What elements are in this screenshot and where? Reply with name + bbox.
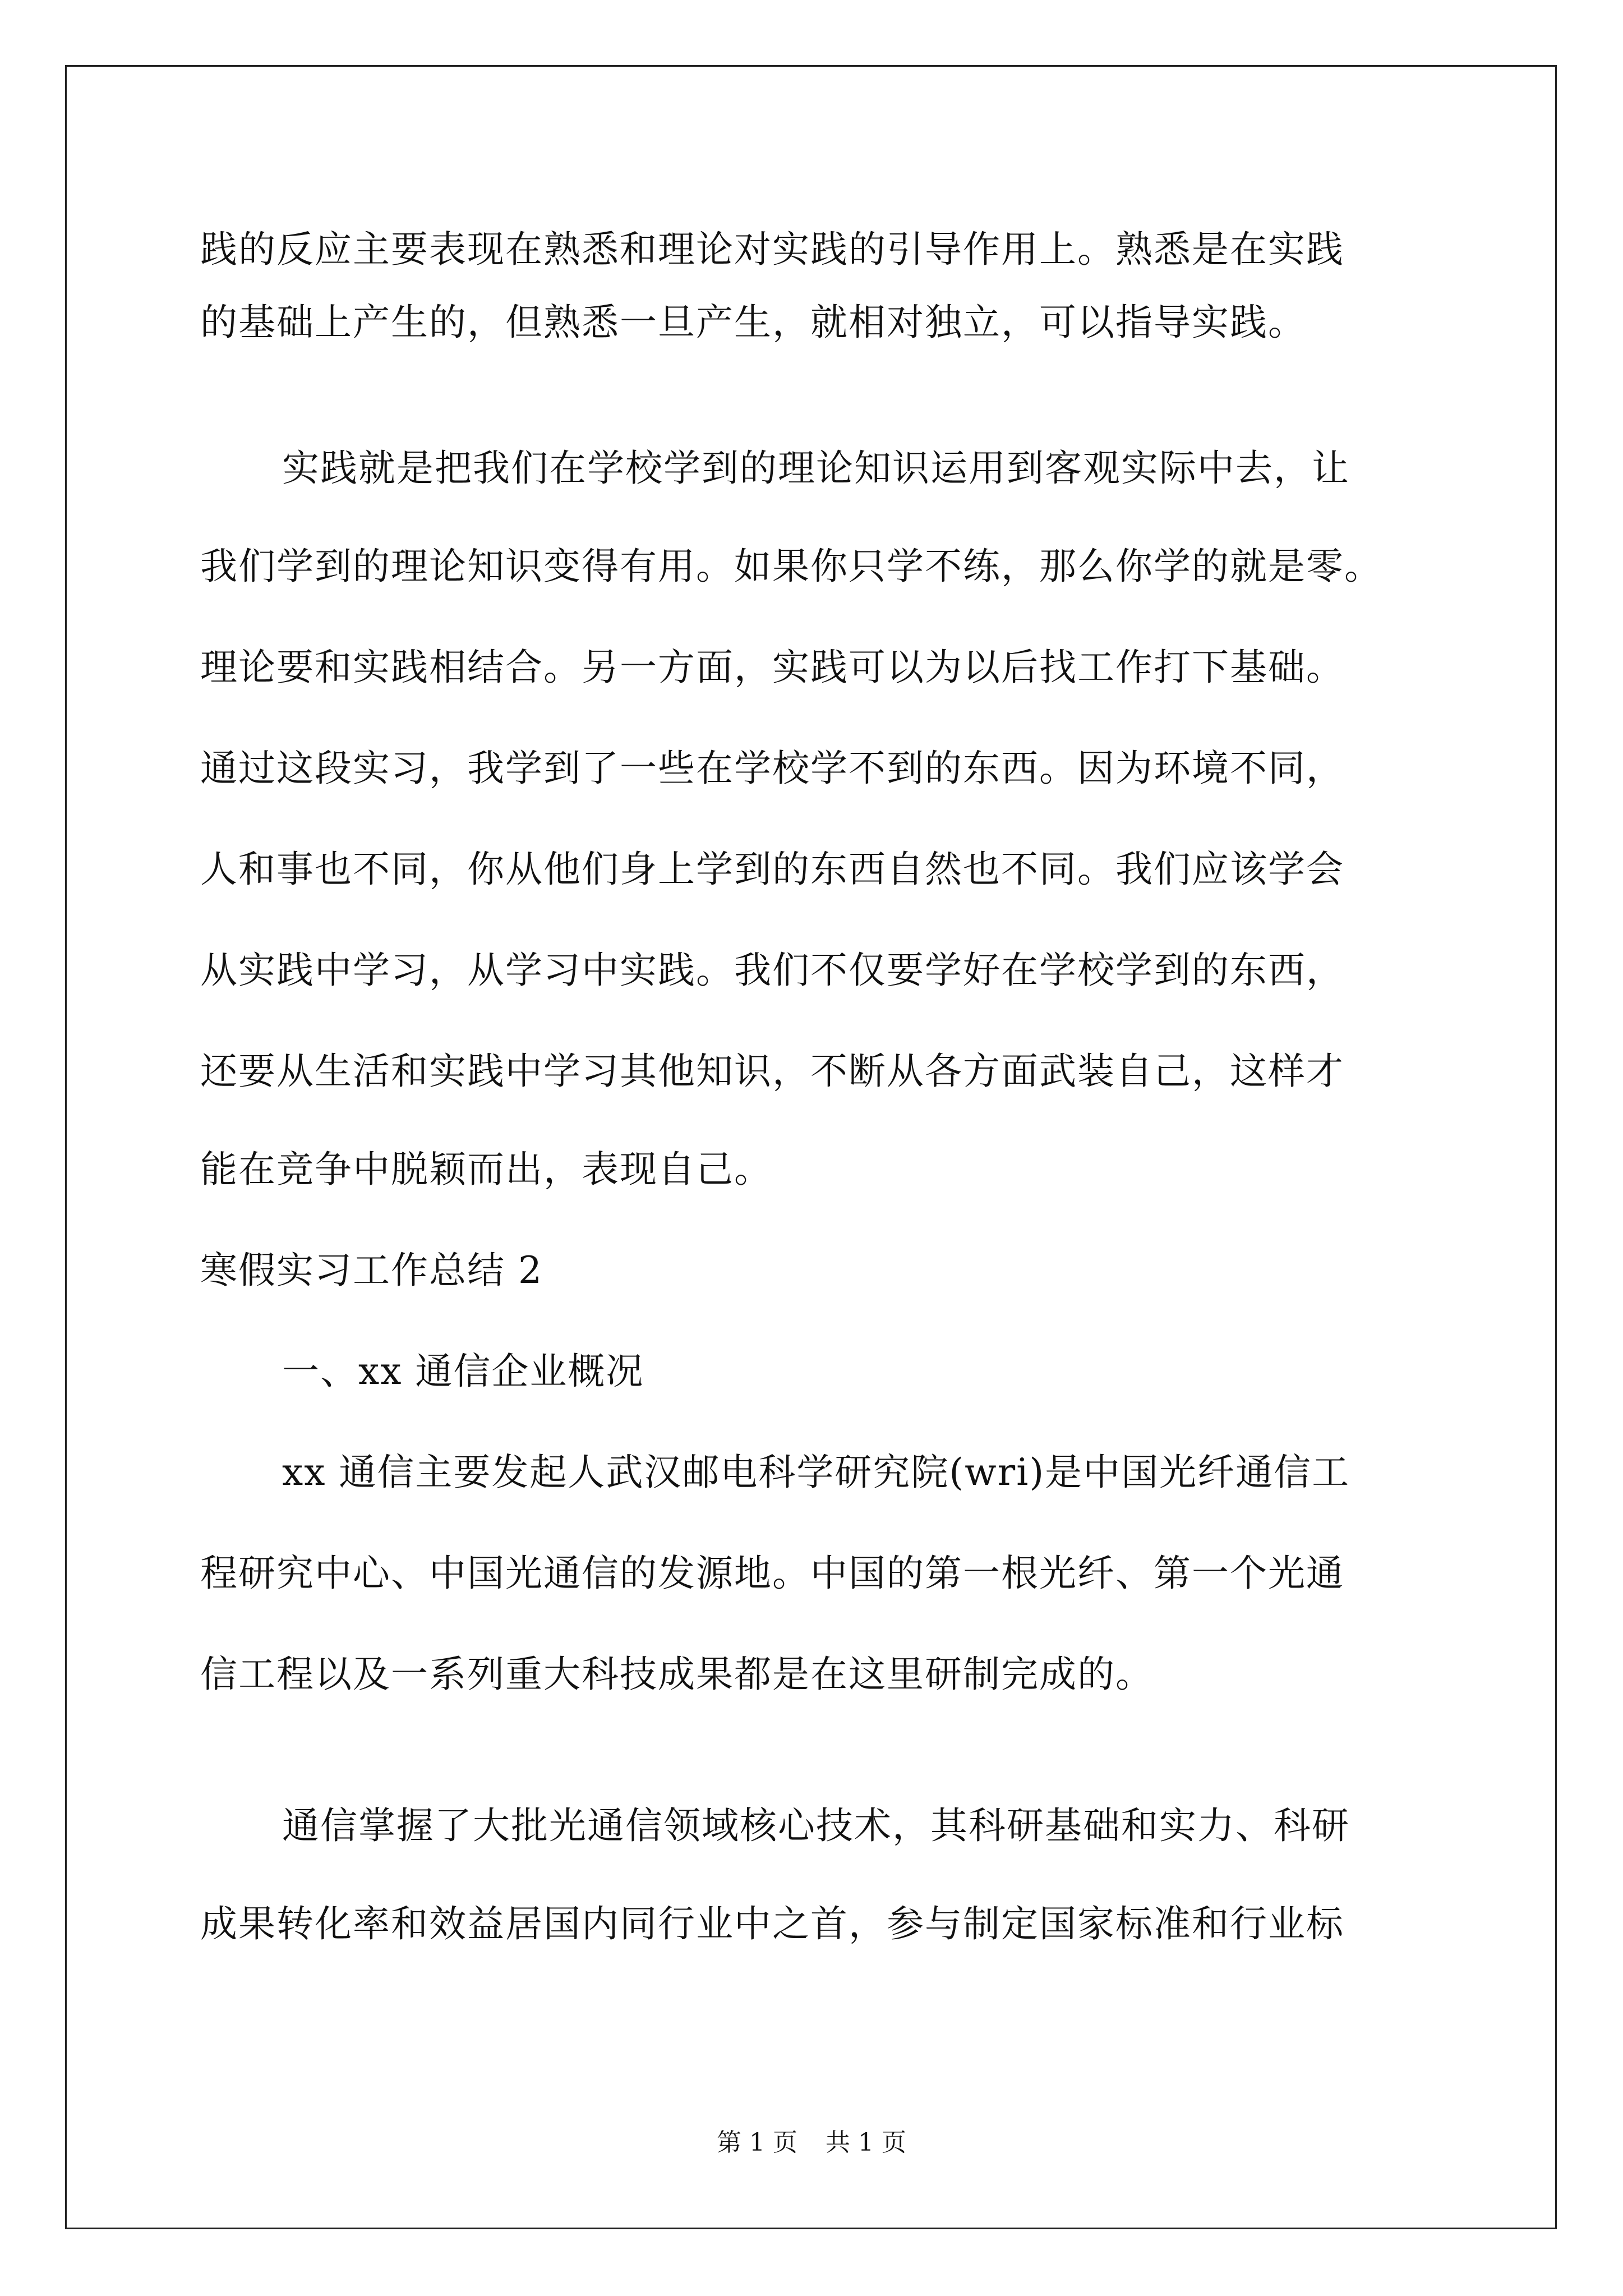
subsection-title: 一、xx 通信企业概况 [282, 1350, 644, 1393]
text-line: 信工程以及一系列重大科技成果都是在这里研制完成的。 [200, 1653, 1154, 1696]
text-line: 的基础上产生的，但熟悉一旦产生，就相对独立，可以指导实践。 [200, 301, 1306, 344]
text-line: 成果转化率和效益居国内同行业中之首，参与制定国家标准和行业标 [200, 1902, 1344, 1945]
text-line: 实践就是把我们在学校学到的理论知识运用到客观实际中去，让 [282, 447, 1350, 490]
text-line: 践的反应主要表现在熟悉和理论对实践的引导作用上。熟悉是在实践 [200, 228, 1344, 271]
page-footer [0, 2127, 1623, 2159]
page-total: 共 1 页 [826, 2128, 906, 2157]
text-line: 程研究中心、中国光通信的发源地。中国的第一根光纤、第一个光通 [200, 1552, 1344, 1595]
text-line: 从实践中学习，从学习中实践。我们不仅要学好在学校学到的东西， [200, 949, 1344, 992]
text-line: 我们学到的理论知识变得有用。如果你只学不练，那么你学的就是零。 [200, 545, 1382, 588]
text-line: 理论要和实践相结合。另一方面，实践可以为以后找工作打下基础。 [200, 646, 1344, 689]
text-line: 还要从生活和实践中学习其他知识，不断从各方面武装自己，这样才 [200, 1050, 1344, 1093]
page-number: 第 1 页 [717, 2128, 797, 2157]
text-line: 通过这段实习，我学到了一些在学校学不到的东西。因为环境不同， [200, 747, 1344, 790]
text-line: 人和事也不同，你从他们身上学到的东西自然也不同。我们应该学会 [200, 848, 1344, 891]
section-title: 寒假实习工作总结 2 [200, 1249, 543, 1292]
text-line: xx 通信主要发起人武汉邮电科学研究院(wri)是中国光纤通信工 [282, 1451, 1350, 1494]
text-line: 能在竞争中脱颖而出，表现自己。 [200, 1148, 772, 1191]
text-line: 通信掌握了大批光通信领域核心技术，其科研基础和实力、科研 [282, 1804, 1350, 1847]
